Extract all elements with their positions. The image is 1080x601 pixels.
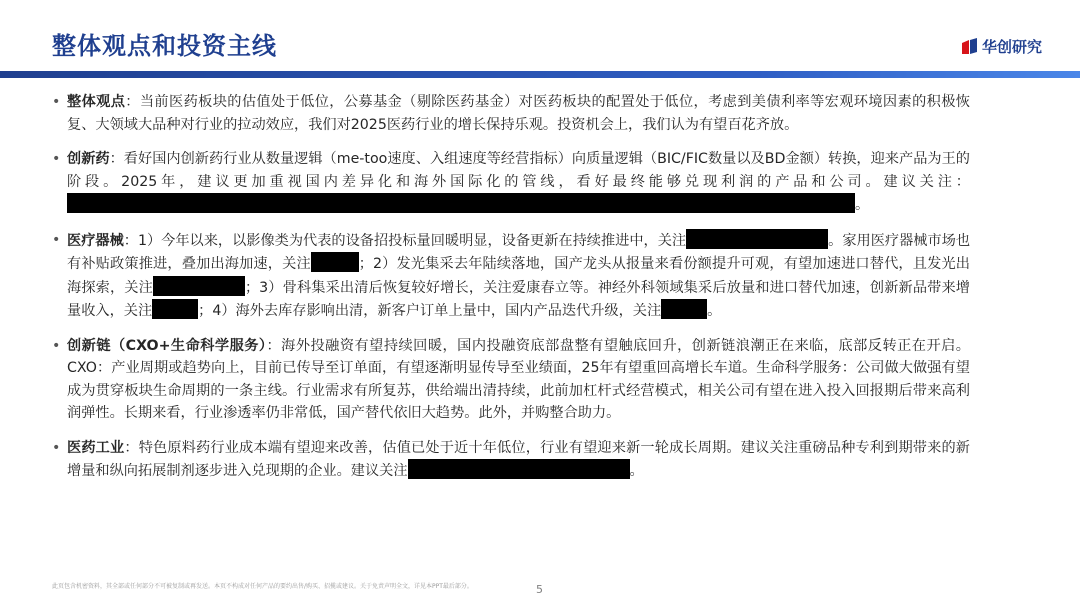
bullet-text: ；2）发光集采去年陆续落地，国产龙头从报量来看份额提升可观，有望加速进口替代，且发光出海探索，关注 [67, 256, 970, 296]
bullet-separator: ： [109, 151, 124, 167]
bullet-pharma-industry [52, 437, 970, 483]
bullet-separator: ： [266, 337, 282, 354]
bullet-text: 当前医药板块的估值处于低位，公募基金（剔除医药基金）对医药板块的配置处于低位，考虑到美债利率等宏观环境因素的积极恢复、大领域大品种对行业的拉动效应，我们对2025医药行业的增长保持乐观。投资机会上，我们认为有望百花齐放。 [67, 94, 970, 133]
redaction-block [408, 459, 630, 479]
bullet-dot: • [52, 337, 61, 354]
footer-disclaimer: 此页包含机密资料，其全部或任何部分不可被复制或再发送。本页不构成对任何产品的要约出售/购买、招揽或建议。关于免责声明全文，详见本PPT最后部分。 [52, 583, 473, 590]
bullet-dot: • [52, 231, 61, 248]
bullet-innovative-drugs [52, 148, 970, 217]
bullet-dot: • [52, 151, 61, 167]
page-number: 5 [536, 583, 543, 596]
brand-logo [960, 36, 1042, 57]
header-divider [0, 71, 1080, 78]
bullet-heading: 医疗器械 [67, 232, 124, 249]
bullet-text-end: 。 [855, 197, 870, 213]
bullet-dot: • [52, 439, 61, 456]
bullet-text: 海外投融资有望持续回暖，国内投融资底部盘整有望触底回升，创新链浪潮正在来临，底部反转正在开启。CXO：产业周期或趋势向上，目前已传导至订单面，有望逐渐明显传导至业绩面，25年有望重回高增长车道。生命科学服务：公司做大做强有望成为贯穿板块生命周期的一条主线。行业需求有所复苏，供给端出清持续，此前加杠杆式经营模式，相关公司有望在进入投入回报期后带来高利润弹性。长期来看，行业渗透率仍非常低，国产替代依旧大趋势。此外，并购整合助力。 [67, 337, 970, 421]
redaction-block [152, 299, 198, 319]
bullet-text-end: 。 [707, 303, 722, 319]
bullet-heading: 创新链（CXO+生命科学服务） [67, 337, 267, 354]
bullet-innovation-chain [52, 335, 970, 425]
bullet-separator: ： [123, 232, 138, 249]
bullet-text: 。家用医疗器械市场也有补贴政策推进，叠加出海加速，关注 [67, 232, 971, 272]
bullet-text: 特色原料药行业成本端有望迎来改善，估值已处于近十年低位，行业有望迎来新一轮成长周期。建议关注重磅品种专利到期带来的新增量和纵向拓展制剂逐步进入兑现期的企业。建议关注 [67, 439, 970, 479]
redaction-block [661, 299, 707, 319]
bullet-text: 1）今年以来，以影像类为代表的设备招投标量回暖明显，设备更新在持续推进中，关注 [137, 232, 687, 249]
bullet-medical-devices [52, 229, 970, 323]
bullet-list [52, 91, 970, 495]
huachuang-logo-icon [960, 38, 978, 56]
bullet-text: ；4）海外去库存影响出清，新客户订单上量中，国内产品迭代升级，关注 [198, 303, 662, 319]
bullet-heading: 整体观点 [67, 94, 126, 110]
redaction-block [686, 229, 828, 249]
bullet-heading: 创新药 [67, 151, 110, 167]
redaction-block [67, 193, 855, 213]
bullet-dot: • [52, 94, 61, 110]
bullet-text-end: 。 [629, 463, 644, 479]
brand-name: 华创研究 [981, 38, 1042, 56]
bullet-text: 看好国内创新药行业从数量逻辑（me-too速度、入组速度等经营指标）向质量逻辑（BIC/FIC数量以及BD金额）转换，迎来产品为王的阶段。2025年，建议更加重视国内差异化和海外国际化的管线，看好最终能够兑现利润的产品和公司。建议关注： [67, 151, 970, 190]
bullet-separator: ： [125, 94, 140, 110]
bullet-text: ；3）骨科集采出清后恢复较好增长，关注爱康春立等。神经外科领域集采后放量和进口替代加速，创新新品带来增量收入，关注 [67, 279, 970, 319]
bullet-heading: 医药工业 [67, 439, 125, 456]
page-title: 整体观点和投资主线 [52, 32, 277, 60]
redaction-block [153, 276, 245, 296]
bullet-overall-view [52, 91, 970, 136]
bullet-separator: ： [124, 439, 139, 456]
redaction-block [311, 252, 359, 272]
